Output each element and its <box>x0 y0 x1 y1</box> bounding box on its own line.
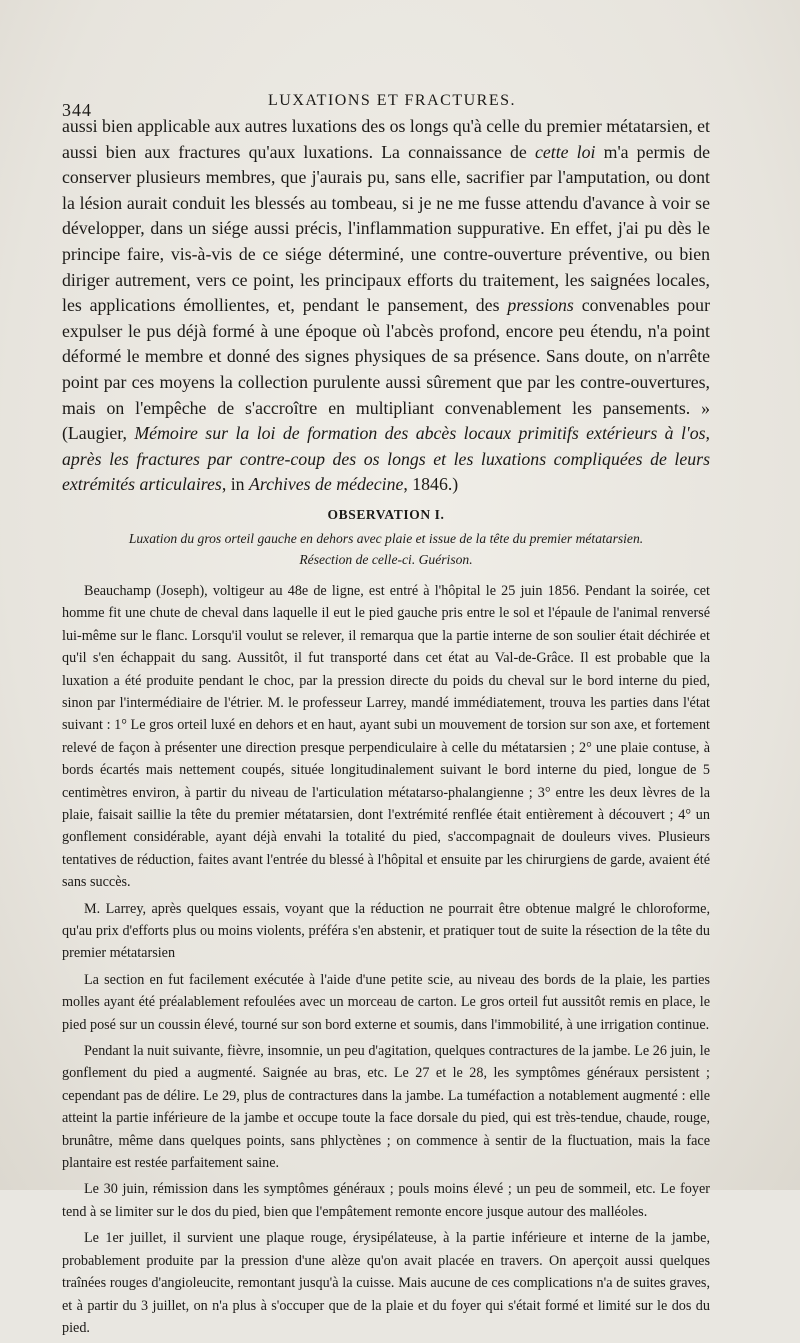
page-body <box>62 114 710 1343</box>
page-number: 344 <box>62 100 92 120</box>
running-title: LUXATIONS ET FRACTURES. <box>268 92 516 109</box>
intro-italic-3: Mémoire sur la loi de formation des abcès locaux primitifs extérieurs à l'os, après les fractures par contre-coup des os longs et les luxations compliquées de leurs extrémités articulaires <box>62 423 710 495</box>
page-header <box>62 86 722 120</box>
intro-text-2: m'a permis de conserver plusieurs membres, que j'aurais pu, sans elle, sacrifier par l'amputation, ou dont la lésion aurait conduit les blessés au tombeau, si je ne me fusse attendu d'avance à voir se développer, dans un siége aussi précis, l'inflammation suppurative. En effet, j'ai pu dès le principe faire, vis-à-vis de ce siége déterminé, une contre-ouverture préventive, ou bien diriger autrement, vers ce point, les principaux efforts du traitement, les saignées locales, les applications émollientes, et, pendant le pansement, des <box>62 141 711 316</box>
observation-paragraph: Beauchamp (Joseph), voltigeur au 48e de ligne, est entré à l'hôpital le 25 juin 1856. Pendant la soirée, cet homme fit une chute de cheval dans laquelle il eut le pied gauche pris entre le sol et l'épaule de l'animal renversé lui-même sur le flanc. Lorsqu'il voulut se relever, il remarqua que la partie interne de son soulier était déchirée et qu'il s'en échappait du sang. Aussitôt, il fut transporté dans cet état au Val-de-Grâce. Il est probable que la luxation a été produite pendant le choc, par la pression directe du poids du cheval sur le bord interne du pied, sinon par l'intermédiaire de l'étrier. M. le professeur Larrey, mandé immédiatement, trouva les parties dans l'état suivant : 1° Le gros orteil luxé en dehors et en haut, ayant subi un mouvement de torsion sur son axe, et fortement relevé de façon à présenter une direction presque perpendiculaire à celle du métatarsien ; 2° une plaie contuse, à bords écartés mais nettement coupés, située longitudinalement suivant le bord interne du pied, longue de 5 centimètres environ, à partir du niveau de l'articulation métatarso-phalangienne ; 3° entre les deux lèvres de la plaie, faisait saillie la tête du premier métatarsien, dont l'extrémité renflée était entièrement à découvert ; 4° un gonflement considérable, ayant déjà envahi la totalité du pied, s'accompagnait de douleurs vives. Plusieurs tentatives de réduction, faites avant l'entrée du blessé à l'hôpital et ensuite par les chirurgiens de garde, avaient été sans succès. <box>62 582 710 891</box>
observation-paragraph: La section en fut facilement exécutée à l'aide d'une petite scie, au niveau des bords de la plaie, les parties molles ayant été préalablement refoulées avec un morceau de carton. Le gros orteil fut aussitôt remis en place, le pied posé sur un coussin élevé, tourné sur son bord externe et soumis, dans l'immobilité, à une irrigation continue. <box>62 971 710 1033</box>
intro-text-1: aussi bien applicable aux autres luxations des os longs qu'à celle du premier métatarsien, et aussi bien aux fractures qu'aux luxations. La connaissance de <box>62 116 710 162</box>
intro-text-5: , 1846.) <box>403 474 459 495</box>
intro-paragraph <box>62 114 710 498</box>
intro-italic-4: Archives de médecine <box>249 474 404 495</box>
observation-paragraph: Le 1er juillet, il survient une plaque rouge, érysipélateuse, à la partie inférieure et interne de la jambe, probablement produite par la pression d'une alèze qu'on avait placée en travers. On aperçoit aussi quelques traînées rouges d'angioleucite, remontant jusqu'à la cuisse. Mais aucune de ces complications n'a de suites graves, et à partir du 3 juillet, on n'a plus à s'occuper que de la plaie et du foyer qui s'était formé et limité sur le dos du pied. <box>62 1230 710 1336</box>
intro-italic-2: pressions <box>507 295 574 316</box>
observation-paragraph: M. Larrey, après quelques essais, voyant que la réduction ne pourrait être obtenue malgré le chloroforme, qu'au prix d'efforts plus ou moins violents, préféra s'en abstenir, et pratiquer tout de suite la résection de la tête du premier métatarsien <box>62 900 710 962</box>
observation-paragraph: Pendant la nuit suivante, fièvre, insomnie, un peu d'agitation, quelques contractures de la jambe. Le 26 juin, le gonflement du pied a augmenté. Saignée au bras, etc. Le 27 et le 28, les symptômes généraux persistent ; cependant pas de délire. Le 29, plus de contractures dans la jambe. La tuméfaction a notablement augmenté : elle atteint la partie inférieure de la jambe et occupe toute la face dorsale du pied, qui est très-tendue, chaude, rouge, brunâtre, même dans quelques points, sans phlyctènes ; on commence à sentir de la fluctuation, mais la face plantaire est restée parfaitement saine. <box>62 1043 710 1172</box>
observation-subtitle-line-2: Résection de celle-ci. Guérison. <box>299 551 473 567</box>
observation-paragraph: Le 30 juin, rémission dans les symptômes généraux ; pouls moins élevé ; un peu de sommeil, etc. Le foyer tend à se limiter sur le dos du pied, bien que l'empâtement remonte encore jusque autour des malléoles. <box>62 1181 710 1220</box>
intro-text-3: convenables pour expulser le pus déjà formé à une époque où l'abcès profond, encore peu étendu, n'a point déformé le membre et donné des signes physiques de sa présence. Sans doute, on n'arrête point par ces moyens la collection purulente aussi sûrement que par les contre-ouvertures, mais on l'empêche de s'accroître en multipliant convenablement les pansements. » (Laugier, <box>62 295 710 444</box>
observation-subtitle-line-1: Luxation du gros orteil gauche en dehors avec plaie et issue de la tête du premier métatarsien. <box>128 530 644 546</box>
intro-text-4: , in <box>221 474 250 495</box>
intro-italic-1: cette loi <box>534 141 596 162</box>
observation-title: OBSERVATION I. <box>327 506 445 522</box>
observation-subtitle <box>62 528 710 570</box>
